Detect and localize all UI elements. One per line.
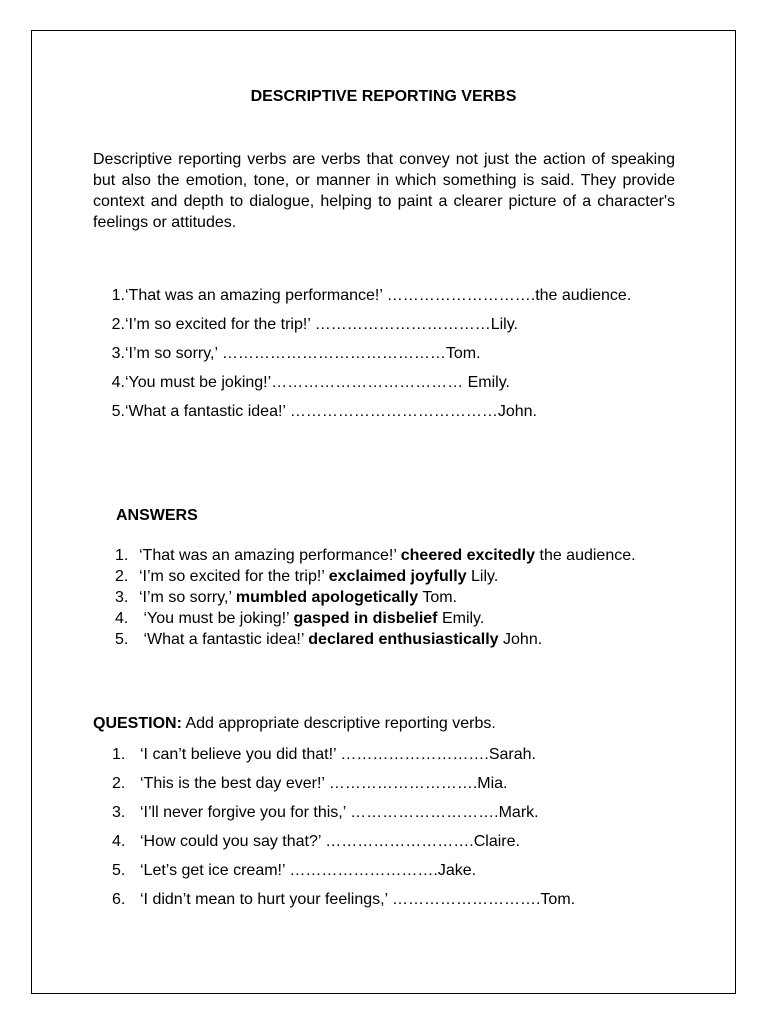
answer-number: 5. [115,631,129,648]
question-item [112,856,675,885]
answer-number: 2. [115,568,129,585]
item-text: ‘You must be joking!’……………………………… Emily. [125,374,510,391]
question-text: Add appropriate descriptive reporting verbs. [181,715,496,732]
exercise-item [97,281,675,310]
question-item-text: ‘I can’t believe you did that!’ ……………………….Sarah. [140,746,536,763]
answer-verb: declared enthusiastically [308,631,499,648]
exercise-list [97,281,675,426]
answer-number: 3. [115,589,129,606]
answers-heading: ANSWERS [116,507,198,524]
question-item [112,798,675,827]
item-number: 2. [111,316,125,333]
answer-verb: exclaimed joyfully [328,568,467,585]
answer-item [115,587,675,608]
answer-verb: cheered excitedly [400,547,536,564]
item-number: 1. [111,287,125,304]
question-item-text: ‘This is the best day ever!’ ……………………….Mia. [140,775,508,792]
answer-text: ‘I’m so sorry,’ mumbled apologetically Tom. [139,589,457,606]
exercise-item [97,368,675,397]
item-text: ‘I’m so excited for the trip!’ ……………………………Lily. [125,316,518,333]
item-text: ‘That was an amazing performance!’ ……………………….the audience. [125,287,632,304]
answer-item [115,545,675,566]
question-number: 1. [112,746,126,763]
answer-number: 4. [115,610,129,627]
question-number: 6. [112,891,126,908]
answer-item [115,608,675,629]
question-number: 5. [112,862,126,879]
item-text: ‘What a fantastic idea!’ …………………………………John. [125,403,537,420]
question-instruction [93,713,496,734]
page-title: DESCRIPTIVE REPORTING VERBS [250,88,517,105]
question-item [112,827,675,856]
answer-text: ‘What a fantastic idea!’ declared enthusiastically John. [139,631,543,648]
exercise-item [97,310,675,339]
answers-list [115,545,675,650]
question-number: 4. [112,833,126,850]
question-item-text: ‘Let’s get ice cream!’ ……………………….Jake. [140,862,477,879]
question-item [112,740,675,769]
question-number: 3. [112,804,126,821]
question-item [112,885,675,914]
question-number: 2. [112,775,126,792]
answer-item [115,566,675,587]
question-item-text: ‘I didn’t mean to hurt your feelings,’ ……………………….Tom. [140,891,576,908]
item-number: 5. [111,403,125,420]
exercise-item [97,397,675,426]
answer-number: 1. [115,547,129,564]
answer-text: ‘That was an amazing performance!’ cheered excitedly the audience. [139,547,636,564]
item-number: 3. [111,345,125,362]
exercise-item [97,339,675,368]
question-label: QUESTION: [93,715,182,732]
item-text: ‘I’m so sorry,’ ……………………………………Tom. [125,345,481,362]
answer-item [115,629,675,650]
answer-text: ‘I’m so excited for the trip!’ exclaimed joyfully Lily. [139,568,499,585]
question-item [112,769,675,798]
answer-verb: gasped in disbelief [293,610,438,627]
answer-text: ‘You must be joking!’ gasped in disbelief Emily. [139,610,485,627]
question-item-text: ‘How could you say that?’ ……………………….Claire. [140,833,520,850]
question-item-text: ‘I’ll never forgive you for this,’ ……………………….Mark. [140,804,539,821]
intro-paragraph: Descriptive reporting verbs are verbs that convey not just the action of speaking but also the emotion, tone, or manner in which something is said. They provide context and depth to dialogue, helping to paint a clearer picture of a character's feelings or attitudes. [93,151,675,231]
item-number: 4. [111,374,125,391]
answer-verb: mumbled apologetically [235,589,419,606]
question-list [112,740,675,914]
